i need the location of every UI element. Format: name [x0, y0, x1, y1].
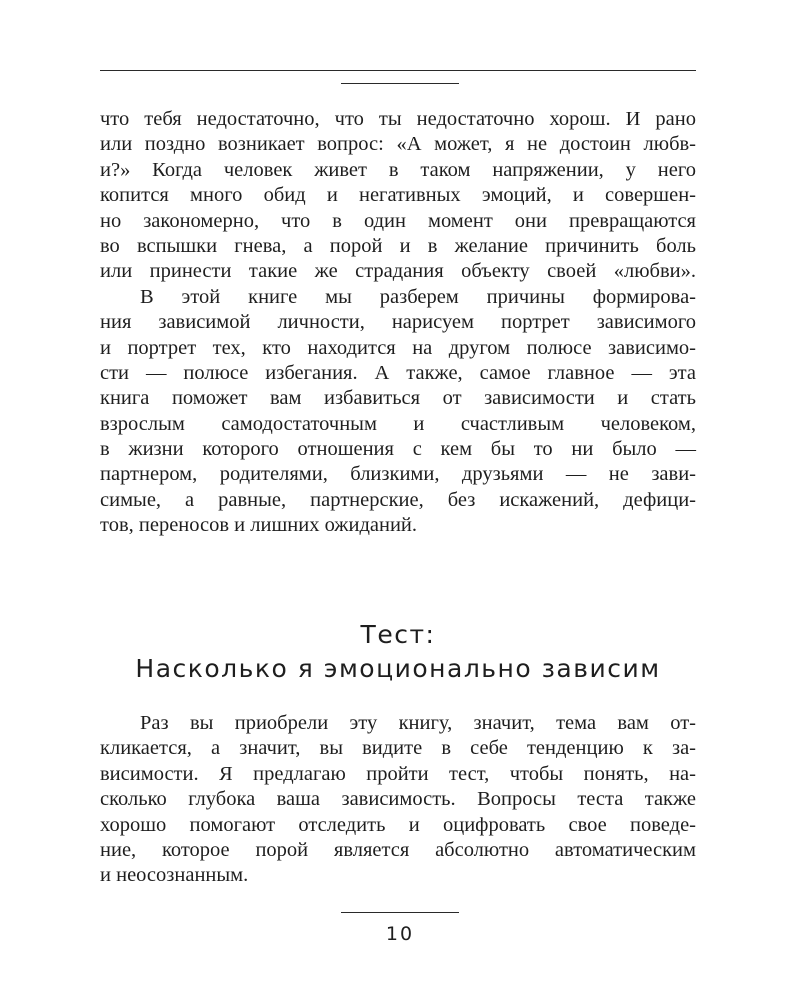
- paragraph-start-line: Раз вы приобрели эту книгу, значит, тема вам от-: [140, 712, 696, 734]
- text-line: или принести такие же страдания объекту своей «любви».: [100, 260, 696, 283]
- header-short-rule: [341, 83, 459, 84]
- section-heading-title: Тест:: [360, 620, 436, 649]
- text-line: копится много обид и негативных эмоций, и совершен-: [100, 184, 696, 207]
- text-line: в жизни которого отношения с кем бы то ни было —: [100, 438, 696, 461]
- text-line: хорошо помогают отследить и оцифровать свое поведе-: [100, 813, 696, 836]
- header-rule: [100, 70, 696, 71]
- text-line: взрослым самодостаточным и счастливым человеком,: [100, 412, 696, 435]
- text-line: сти — полюсе избегания. А также, самое главное — эта: [100, 361, 696, 384]
- text-line: висимости. Я предлагаю пройти тест, чтобы понять, на-: [100, 762, 696, 785]
- text-line: и?» Когда человек живет в таком напряжении, у него: [100, 158, 696, 181]
- text-line: симые, а равные, партнерские, без искажений, дефици-: [100, 488, 696, 511]
- text-line: и портрет тех, кто находится на другом полюсе зависимо-: [100, 336, 696, 359]
- text-line: но закономерно, что в один момент они превращаются: [100, 209, 696, 232]
- text-line: сколько глубока ваша зависимость. Вопросы теста также: [100, 788, 696, 811]
- text-line: партнером, родителями, близкими, друзьями — не зави-: [100, 463, 696, 486]
- text-line: во вспышки гнева, а порой и в желание причинить боль: [100, 234, 696, 257]
- text-line: или поздно возникает вопрос: «А может, я не достоин любв-: [100, 133, 696, 156]
- body-text-bottom: [100, 711, 696, 889]
- page-number: 10: [385, 923, 415, 945]
- text-line: книга поможет вам избавиться от зависимости и стать: [100, 387, 696, 410]
- section-heading-subtitle: Насколько я эмоционально зависим: [135, 654, 661, 683]
- paragraph-start-line: В этой книге мы разберем причины формирова-: [140, 285, 696, 308]
- text-line: что тебя недостаточно, что ты недостаточно хорош. И рано: [100, 108, 696, 130]
- text-line: ния зависимой личности, нарисуем портрет зависимого: [100, 311, 696, 334]
- body-text-top: [100, 107, 696, 539]
- text-line: и неосознанным.: [100, 864, 249, 887]
- text-line: тов, переносов и лишних ожиданий.: [100, 514, 418, 537]
- footer-rule: [341, 912, 459, 913]
- text-line: кликается, а значит, вы видите в себе тенденцию к за-: [100, 737, 696, 760]
- text-line: ние, которое порой является абсолютно автоматическим: [100, 838, 696, 861]
